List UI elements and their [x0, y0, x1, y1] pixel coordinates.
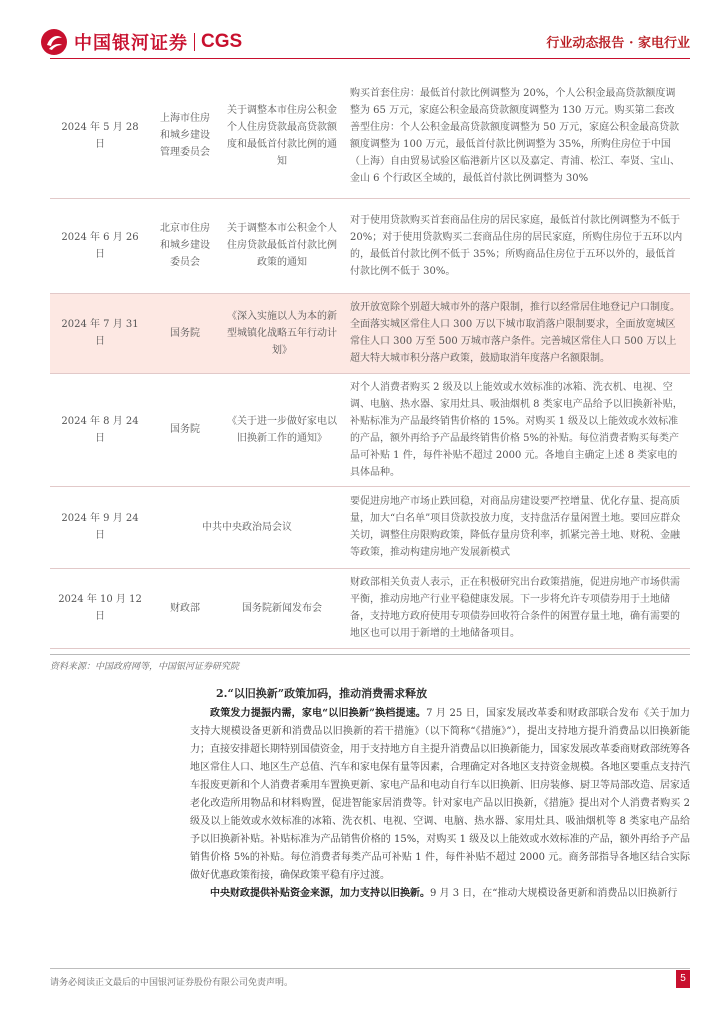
row-content: 财政部相关负责人表示，正在积极研究出台政策措施，促进房地产市场供需平衡，推动房地产行业平稳健康发展。下一步将允许专项债券用于土地储备，支持地方政府使用专项债券回收符合条件的闲置存量土地，确有需要的地区也可以用于新增的土地储备项目。 [350, 577, 680, 639]
brand-logo [40, 28, 242, 56]
header-divider [50, 58, 690, 59]
page-number: 5 [676, 970, 690, 988]
table-row [50, 486, 690, 568]
row-date: 2024 年 7 月 31 日 [61, 319, 139, 347]
row-document: 《关于进一步做好家电以旧换新工作的通知》 [227, 415, 337, 444]
table-row [50, 198, 690, 293]
row-content: 购买首套住房：最低首付款比例调整为 20%，个人公积金最高贷款额度调整为 65 万元，家庭公积金最高贷款额度调整为 130 万元。购买第二套改善型住房：个人公积金最高贷款额度调整为 50 万元，家庭公积金最高贷款额度调整为 100 万元，最低首付款比例调整为 35%，所购住房位于中国（上海）自由贸易试验区临港新片区以及嘉定、青浦、松江、奉贤、宝山、金山 6 个行政区全域的，最低首付款比例调整为 30% [350, 87, 680, 184]
table-row [50, 568, 690, 648]
row-date: 2024 年 8 月 24 日 [61, 415, 139, 444]
paragraph-lead: 中央财政提供补贴资金来源，加力支持以旧换新。 [210, 888, 430, 899]
page-header [0, 0, 724, 60]
row-issuer: 国务院 [170, 327, 200, 339]
report-type: 行业动态报告 · 家电行业 [546, 36, 690, 51]
row-date: 2024 年 5 月 28 日 [61, 121, 139, 150]
brand-name-cn: 中国银河证券 [74, 33, 188, 54]
footer-divider [50, 968, 690, 969]
row-document: 国务院新闻发布会 [242, 602, 322, 614]
brand-separator [194, 33, 195, 51]
row-content: 对于使用贷款购买首套商品住房的居民家庭，最低首付款比例调整为不低于 20%；对于使用贷款购买二套商品住房的居民家庭，所购住房位于五环以内的，最低首付款比例不低于 35%；所购商品住房位于五环以外的，最低首付款比例不低于 30%。 [350, 214, 683, 277]
section-title: 2.“以旧换新”政策加码，推动消费需求释放 [216, 687, 428, 700]
paragraph-lead: 政策发力提振内需，家电“以旧换新”换档提速。 [210, 708, 427, 719]
paragraph [190, 705, 690, 885]
table-row [50, 373, 690, 486]
row-document: 《深入实施以人为本的新型城镇化战略五年行动计划》 [227, 310, 337, 356]
paragraph-text: 9 月 3 日，在“推动大规模设备更新和消费品以旧换新行 [430, 888, 678, 899]
row-content: 对个人消费者购买 2 级及以上能效或水效标准的冰箱、洗衣机、电视、空调、电脑、热水器、家用灶具、吸油烟机 8 类家电产品给予以旧换新补贴，补贴标准为产品最终销售价格的 15%。对购买 1 级及以上能效或水效标准的产品，额外再给予产品最终销售价格 5%的补贴。每位消费者购买每类产品可补贴 1 件，每件补贴不超过 2000 元。各地自主确定上述 8 类家电的具体品种。 [350, 381, 683, 478]
paragraph-text: 7 月 25 日，国家发展改革委和财政部联合发布《关于加力支持大规模设备更新和消费品以旧换新的若干措施》（以下简称“《措施》”），提出支持地方提升消费品以旧换新能力；直接安排超长期特别国债资金，用于支持地方自主提升消费品以旧换新能力，国家发展改革委商财政部统筹各地区常住人口、地区生产总值、汽车和家电保有量等因素，合理确定对各地区支持资金规模。各地区要重点支持汽车报废更新和个人消费者乘用车置换更新、家电产品和电动自行车以旧换新、旧房装修、厨卫等局部改造、居家适老化改造所用物品和材料购置，促进智能家居消费等。针对家电产品以旧换新，《措施》提出对个人消费者购买 2 级及以上能效或水效标准的冰箱、洗衣机、电视、空调、电脑、热水器、家用灶具、吸油烟机等 8 类家电产品给予以旧换新补贴。补贴标准为产品销售价格的 15%，对购买 1 级及以上能效或水效标准的产品，额外再给予产品销售价格 5%的补贴。每位消费者每类产品可补贴 1 件，每件补贴不超过 2000 元。商务部指导各地区结合实际做好优惠政策衔接，确保政策平稳有序过渡。 [190, 708, 690, 881]
table-row [50, 293, 690, 373]
table-row [50, 74, 690, 198]
table-source: 资料来源：中国政府网等，中国银河证券研究院 [50, 662, 240, 672]
row-issuer: 上海市住房和城乡建设管理委员会 [160, 113, 210, 159]
brand-name-en: CGS [201, 31, 243, 52]
row-document: 关于调整本市住房公积金个人住房贷款最高贷款额度和最低首付款比例的通知 [227, 104, 337, 167]
row-issuer: 北京市住房和城乡建设委员会 [160, 223, 210, 268]
row-issuer: 财政部 [170, 602, 200, 614]
cgs-logo-icon [40, 28, 68, 56]
row-date: 2024 年 6 月 26 日 [61, 231, 139, 260]
section-body [190, 705, 690, 903]
row-issuer: 国务院 [170, 424, 200, 435]
policy-table [50, 74, 690, 649]
paragraph [190, 885, 690, 903]
row-content: 要促进房地产市场止跌回稳，对商品房建设要严控增量、优化存量、提高质量，加大“白名单”项目贷款投放力度，支持盘活存量闲置土地。要回应群众关切，调整住房限购政策，降低存量房贷利率，抓紧完善土地、财税、金融等政策，推动构建房地产发展新模式 [350, 496, 681, 558]
row-document: 关于调整本市公积金个人住房贷款最低首付款比例政策的通知 [227, 223, 337, 268]
row-date: 2024 年 9 月 24 日 [61, 513, 139, 541]
footer-disclaimer: 请务必阅读正文最后的中国银河证券股份有限公司免责声明。 [50, 978, 294, 988]
row-content: 放开放宽除个别超大城市外的落户限制，推行以经常居住地登记户口制度。全面落实城区常住人口 300 万以下城市取消落户限制要求，全面放宽城区常住人口 300 万至 500 万城市落户条件。完善城区常住人口 500 万以上超大特大城市积分落户政策，鼓励取消年度落户名额限制。 [350, 302, 680, 364]
row-issuer: 中共中央政治局会议 [202, 521, 292, 533]
row-date: 2024 年 10 月 12 日 [58, 594, 142, 622]
source-divider [50, 654, 690, 655]
